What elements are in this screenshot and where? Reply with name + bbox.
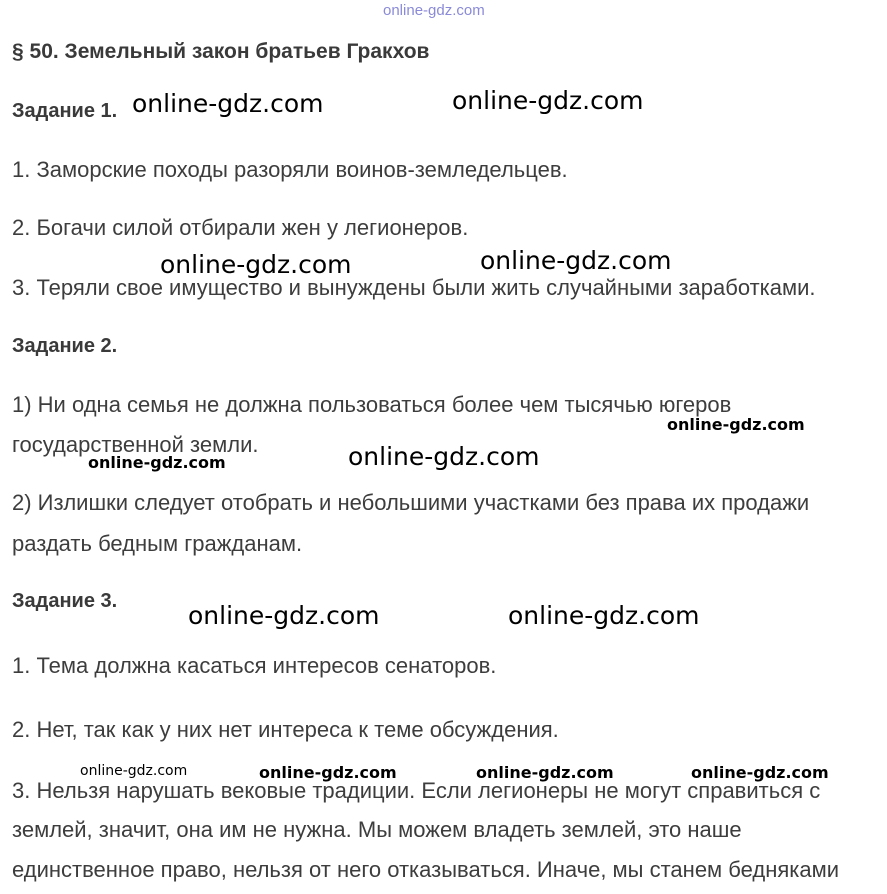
task2-heading: Задание 2. bbox=[12, 335, 118, 357]
watermark: online-gdz.com bbox=[348, 442, 540, 471]
task1-answer-3: 3. Теряли свое имущество и вынуждены были жить случайными заработками. bbox=[12, 275, 816, 300]
watermark: online-gdz.com bbox=[508, 601, 700, 630]
task2-answer-1-line-1: 1) Ни одна семья не должна пользоваться более чем тысячью югеров bbox=[12, 392, 732, 417]
site-header: online-gdz.com bbox=[383, 2, 485, 19]
task2-answer-2-line-2: раздать бедным гражданам. bbox=[12, 531, 303, 556]
watermark: online-gdz.com bbox=[667, 415, 805, 434]
watermark: online-gdz.com bbox=[160, 250, 352, 279]
task3-answer-3-line-2: землей, значит, она им не нужна. Мы можем владеть землей, это наше bbox=[12, 817, 742, 842]
task2-answer-1-line-2: государственной земли. bbox=[12, 432, 259, 457]
task3-answer-1: 1. Тема должна касаться интересов сенаторов. bbox=[12, 653, 497, 678]
task1-answer-1: 1. Заморские походы разоряли воинов-земледельцев. bbox=[12, 157, 568, 182]
task3-answer-3-line-3: единственное право, нельзя от него отказываться. Иначе, мы станем бедняками bbox=[12, 857, 840, 882]
watermark: online-gdz.com bbox=[480, 246, 672, 275]
watermark: online-gdz.com bbox=[132, 89, 324, 118]
watermark: online-gdz.com bbox=[88, 453, 226, 472]
task3-answer-2: 2. Нет, так как у них нет интереса к теме обсуждения. bbox=[12, 717, 559, 742]
task3-heading: Задание 3. bbox=[12, 590, 118, 612]
task1-heading: Задание 1. bbox=[12, 100, 118, 122]
watermark: online-gdz.com bbox=[80, 763, 188, 779]
watermark: online-gdz.com bbox=[452, 86, 644, 115]
task3-answer-3-line-1: 3. Нельзя нарушать вековые традиции. Если легионеры не могут справиться с bbox=[12, 778, 821, 803]
page-title: § 50. Земельный закон братьев Гракхов bbox=[12, 40, 430, 63]
task2-answer-2-line-1: 2) Излишки следует отобрать и небольшими участками без права их продажи bbox=[12, 490, 810, 515]
watermark: online-gdz.com bbox=[259, 763, 397, 782]
watermark: online-gdz.com bbox=[476, 763, 614, 782]
task1-answer-2: 2. Богачи силой отбирали жен у легионеров. bbox=[12, 215, 469, 240]
watermark: online-gdz.com bbox=[691, 763, 829, 782]
watermark: online-gdz.com bbox=[188, 601, 380, 630]
